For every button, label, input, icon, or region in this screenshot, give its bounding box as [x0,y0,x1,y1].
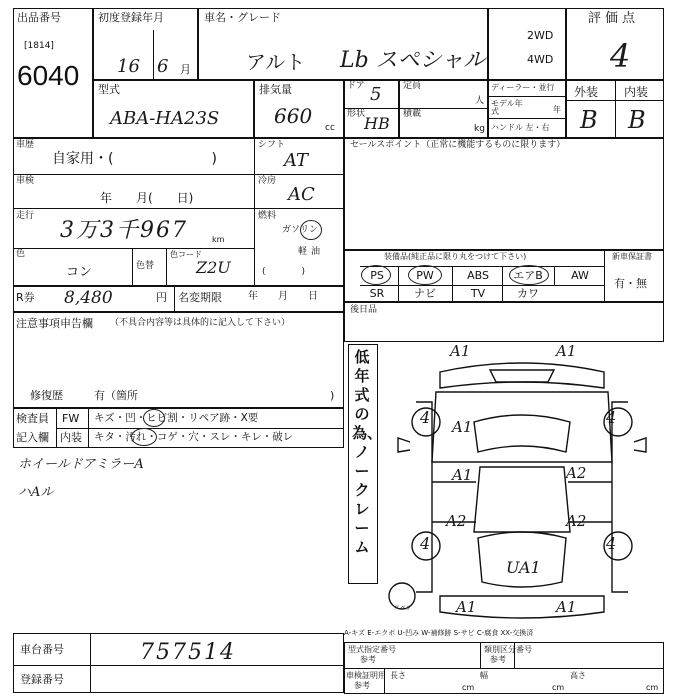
model-cert-ref: 参考 [360,655,376,664]
spare-label: スペア [394,605,413,612]
car-diagram [380,342,664,632]
fuel-label: 燃料 [258,211,277,221]
drive-box [488,8,566,80]
car-name: アルト [246,50,306,74]
door-value: 5 [370,84,382,105]
interior-grade: B [628,106,646,134]
tire-mark-front-right: 4 [606,408,617,427]
inspection-label: 車検 [16,176,35,186]
shift-value: AT [284,150,309,171]
displacement-value: 660 [274,104,313,128]
length-cm: cm [462,683,475,692]
shift-label: シフト [258,140,286,150]
after-items-label: 後日品 [350,305,378,315]
model-label: 型式 [98,83,120,96]
tire-mark-rear-left: 4 [420,534,431,553]
fuel-gas: ガソリン [282,225,319,235]
ac-label: 冷房 [258,176,277,186]
lot-number: 6040 [17,60,80,91]
equip-pw: PW [416,269,434,282]
fw-items: キズ・凹・ヒビ割・リペア跡・X要 [94,412,259,424]
lot-label: 出品番号 [17,11,61,24]
handle-label: ハンドル 左・右 [491,123,550,132]
reg-label: 登録番号 [20,673,64,686]
year-unit: 年 [553,105,561,114]
class-ref: 参考 [490,655,506,664]
first-reg-label: 初度登録年月 [98,11,164,24]
door-label: ドア [347,81,365,91]
color-code-value: Z2U [196,258,231,277]
height-label: 高さ [570,671,586,680]
width-cm: cm [552,683,565,692]
color-value: コン [66,265,93,280]
recycle-label: R券 [16,291,35,304]
lot-code: [1814] [24,41,54,51]
fuel-gas-circle [300,220,322,240]
cargo-label: 積載 [403,109,422,119]
equip-aw: AW [571,269,589,282]
tire-mark-front-left: 4 [420,408,431,427]
class-label: 類別区分番号 [484,645,532,654]
color-change-label: 色替 [136,261,155,271]
month-suffix: 月 [180,63,191,76]
equip-tv: TV [470,287,486,300]
warranty-label: 新車保証書 [612,252,652,261]
repair-label: 修復歴 [30,389,63,402]
equip-navi: ナビ [414,287,436,300]
damage-mark-front-left: A1 [450,342,471,360]
chassis-label: 車台番号 [20,643,64,656]
damage-mark-front-right: A1 [556,342,577,360]
shape-label: 形状 [347,109,366,119]
model-year-label: モデル年式 [491,99,523,116]
car-name-label: 車名・グレード [204,11,281,24]
inspection-value: 年 月( 日) [100,191,194,205]
mileage-label: 走行 [16,211,35,221]
kg-unit: kg [474,124,485,134]
sales-point-label: セールスポイント（正常に機能するものに限ります） [350,140,566,150]
equip-pw-circle [408,265,442,285]
yen-unit: 円 [156,291,167,304]
color-code-label: 色コード [170,250,202,259]
height-cm: cm [646,683,659,692]
interior-label: 内装 [624,85,649,99]
km-unit: km [212,235,225,244]
equip-ps: PS [370,269,384,282]
model-cert-label: 型式指定番号 [348,645,396,654]
handwritten-note-1: ホイールドアミラーA [18,457,144,472]
equip-abs: ABS [467,269,489,282]
damage-mark-rear-right: A1 [556,598,577,616]
repair-close: ) [330,389,335,402]
interior-dirt-circle [131,428,157,446]
interior-items-label: 内装 [60,431,82,444]
damage-mark-right-rear-door: A2 [566,512,587,530]
displacement-label: 排気量 [259,83,292,96]
damage-mark-rear-center: UA1 [506,558,541,577]
equip-airbag-circle [509,265,549,285]
fw-label: FW [62,412,80,425]
chassis-number: 757514 [140,640,236,665]
fuel-paren: ( ) [262,267,306,277]
side-note [352,348,383,557]
damage-mark-left-rear-door: A2 [446,512,467,530]
cc-unit: cc [325,123,335,133]
title-change-value: 年 月 日 [248,291,318,302]
dealer-label: ディーラー・並行 [491,83,555,92]
notes-label: 注意事項申告欄 [16,317,93,330]
equip-ps-circle [361,265,391,285]
fuel-diesel: 軽油 [298,247,325,257]
damage-mark-right-front-door: A2 [566,464,587,482]
score-label: 評価点 [588,11,640,26]
ac-value: AC [288,184,315,205]
damage-mark-left-front-door: A1 [452,418,473,436]
color-label: 色 [16,249,26,259]
length-label: 長さ [390,671,406,680]
mileage-value: 3万3千967 [60,218,188,243]
damage-legend: A-キズ E-エクボ U-凹み W-補修跡 S-サビ C-腐食 XX-交換済 [344,629,534,637]
recycle-value: 8,480 [64,288,113,308]
fw-dent-circle [143,409,165,427]
notes-hint: （不具合内容等は具体的に記入して下さい） [110,318,291,328]
exterior-grade: B [580,106,598,134]
sales-point-box [344,138,664,250]
first-reg-month: 6 [157,56,169,77]
equip-sr: SR [369,287,385,300]
repair-value: 有（箇所 [94,389,138,402]
score-value: 4 [610,37,631,75]
entry-label: 記入欄 [16,431,49,444]
capacity-label: 定員 [403,81,422,91]
drive-2wd: 2WD [527,29,554,42]
exterior-label: 外装 [574,85,599,99]
side-note-text: 低年式の為、ノークレーム [352,348,383,556]
interior-items: キタ・汚れ・コゲ・穴・スレ・キレ・破レ [94,431,294,443]
damage-mark-rear-left: A1 [456,598,477,616]
first-reg-year: 16 [117,56,140,77]
history-label: 車歴 [16,140,35,150]
damage-mark-left-mid: A1 [452,466,473,484]
owner-cert-label: 車検証明用 [346,671,386,680]
handwritten-note-2: ハAル [18,485,54,500]
shape-value: HB [364,114,390,133]
equipment-label: 装備品(純正品に限り丸をつけて下さい) [384,252,527,261]
model-value: ABA-HA23S [110,108,220,129]
history-value: 自家用・( ) [52,151,217,167]
car-grade: Lb スペシャル [340,48,486,73]
after-items-box [344,302,664,342]
equip-airbag: エアB [513,269,543,282]
width-label: 幅 [480,671,488,680]
tire-mark-rear-right: 4 [606,534,617,553]
equip-leather: カワ [517,287,539,300]
warranty-value: 有・無 [614,277,647,290]
inspector-label: 検査員 [16,412,49,425]
owner-cert-ref: 参考 [354,681,370,690]
title-change-label: 名変期限 [178,291,222,304]
person-unit: 人 [475,96,485,106]
drive-4wd: 4WD [527,53,554,66]
